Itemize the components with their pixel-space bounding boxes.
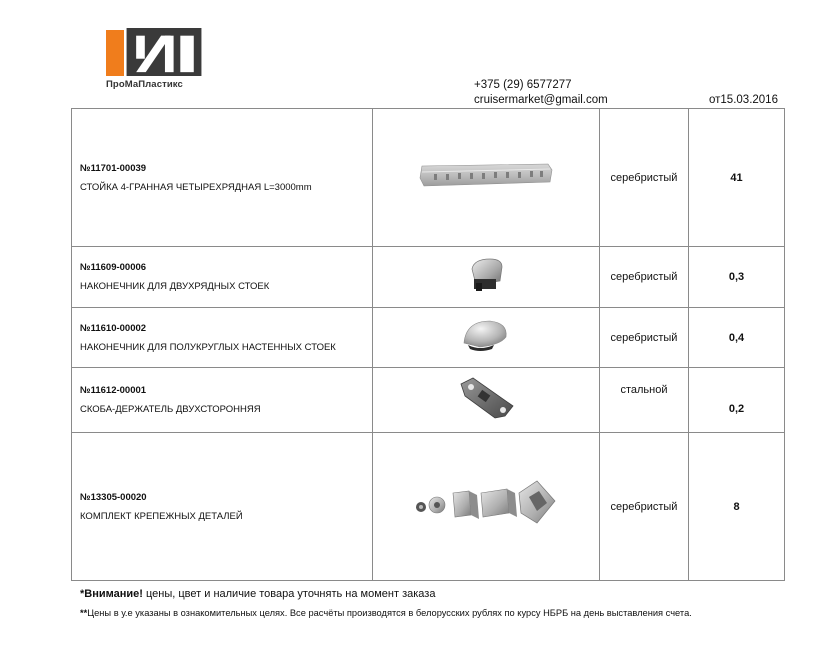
currency-note-bold: ** [80, 608, 88, 618]
product-color: серебристый [600, 247, 689, 308]
product-name: СТОЙКА 4-ГРАННАЯ ЧЕТЫРЕХРЯДНАЯ L=3000mm [80, 181, 312, 193]
end-cap-icon [464, 255, 508, 295]
attention-note [80, 588, 435, 600]
contact-email: cruisermarket@gmail.com [474, 94, 608, 106]
product-price: 8 [689, 433, 785, 581]
product-table [71, 108, 785, 581]
fastener-kit-icon [411, 479, 561, 529]
logo-orange-bar [106, 30, 124, 76]
half-round-cap-icon [460, 315, 512, 355]
product-code: №13305-00020 [80, 491, 147, 503]
product-price: 0,2 [689, 368, 785, 433]
product-color: серебристый [600, 308, 689, 368]
product-description-cell [72, 433, 373, 581]
price-list-date: от15.03.2016 [709, 94, 778, 106]
bracket-holder-icon [455, 374, 517, 422]
product-code: №11701-00039 [80, 162, 147, 174]
product-image-cell [373, 109, 600, 247]
product-image-cell [373, 247, 600, 308]
product-name: НАКОНЕЧНИК ДЛЯ ДВУХРЯДНЫХ СТОЕК [80, 281, 270, 292]
product-color: стальной [600, 368, 689, 433]
contact-phone: +375 (29) 6577277 [474, 79, 572, 91]
currency-note-text: Цены в у.е указаны в ознакомительных целях. Все расчёты производятся в белорусских рублях по курсу НБРБ на день выставления счета. [87, 608, 692, 618]
square-post-icon [416, 160, 556, 190]
product-price: 41 [689, 109, 785, 247]
product-image-cell [373, 308, 600, 368]
currency-note [80, 608, 692, 618]
attention-note-bold: *Внимание! [80, 588, 143, 600]
logo-mark [106, 28, 202, 78]
product-name: СКОБА-ДЕРЖАТЕЛЬ ДВУХСТОРОННЯЯ [80, 404, 261, 415]
table-row [72, 247, 785, 308]
product-description-cell [72, 308, 373, 368]
table-row [72, 368, 785, 433]
product-description-cell [72, 247, 373, 308]
product-color: серебристый [600, 109, 689, 247]
product-description-cell [72, 368, 373, 433]
product-price: 0,3 [689, 247, 785, 308]
logo-dark-shape [126, 28, 202, 76]
product-image-cell [373, 433, 600, 581]
attention-note-text: цены, цвет и наличие товара уточнять на момент заказа [142, 588, 436, 600]
product-price: 0,4 [689, 308, 785, 368]
product-code: №11610-00002 [80, 322, 147, 334]
product-color: серебристый [600, 433, 689, 581]
product-description-cell [72, 109, 373, 247]
company-name: ПроМаПластикс [106, 79, 183, 90]
table-row [72, 433, 785, 581]
company-logo [106, 28, 204, 90]
product-name: НАКОНЕЧНИК ДЛЯ ПОЛУКРУГЛЫХ НАСТЕННЫХ СТОЕК [80, 341, 336, 353]
product-code: №11609-00006 [80, 262, 147, 273]
table-row [72, 109, 785, 247]
table-row [72, 308, 785, 368]
product-name: КОМПЛЕКТ КРЕПЕЖНЫХ ДЕТАЛЕЙ [80, 510, 243, 522]
product-code: №11612-00001 [80, 385, 147, 396]
product-image-cell [373, 368, 600, 433]
